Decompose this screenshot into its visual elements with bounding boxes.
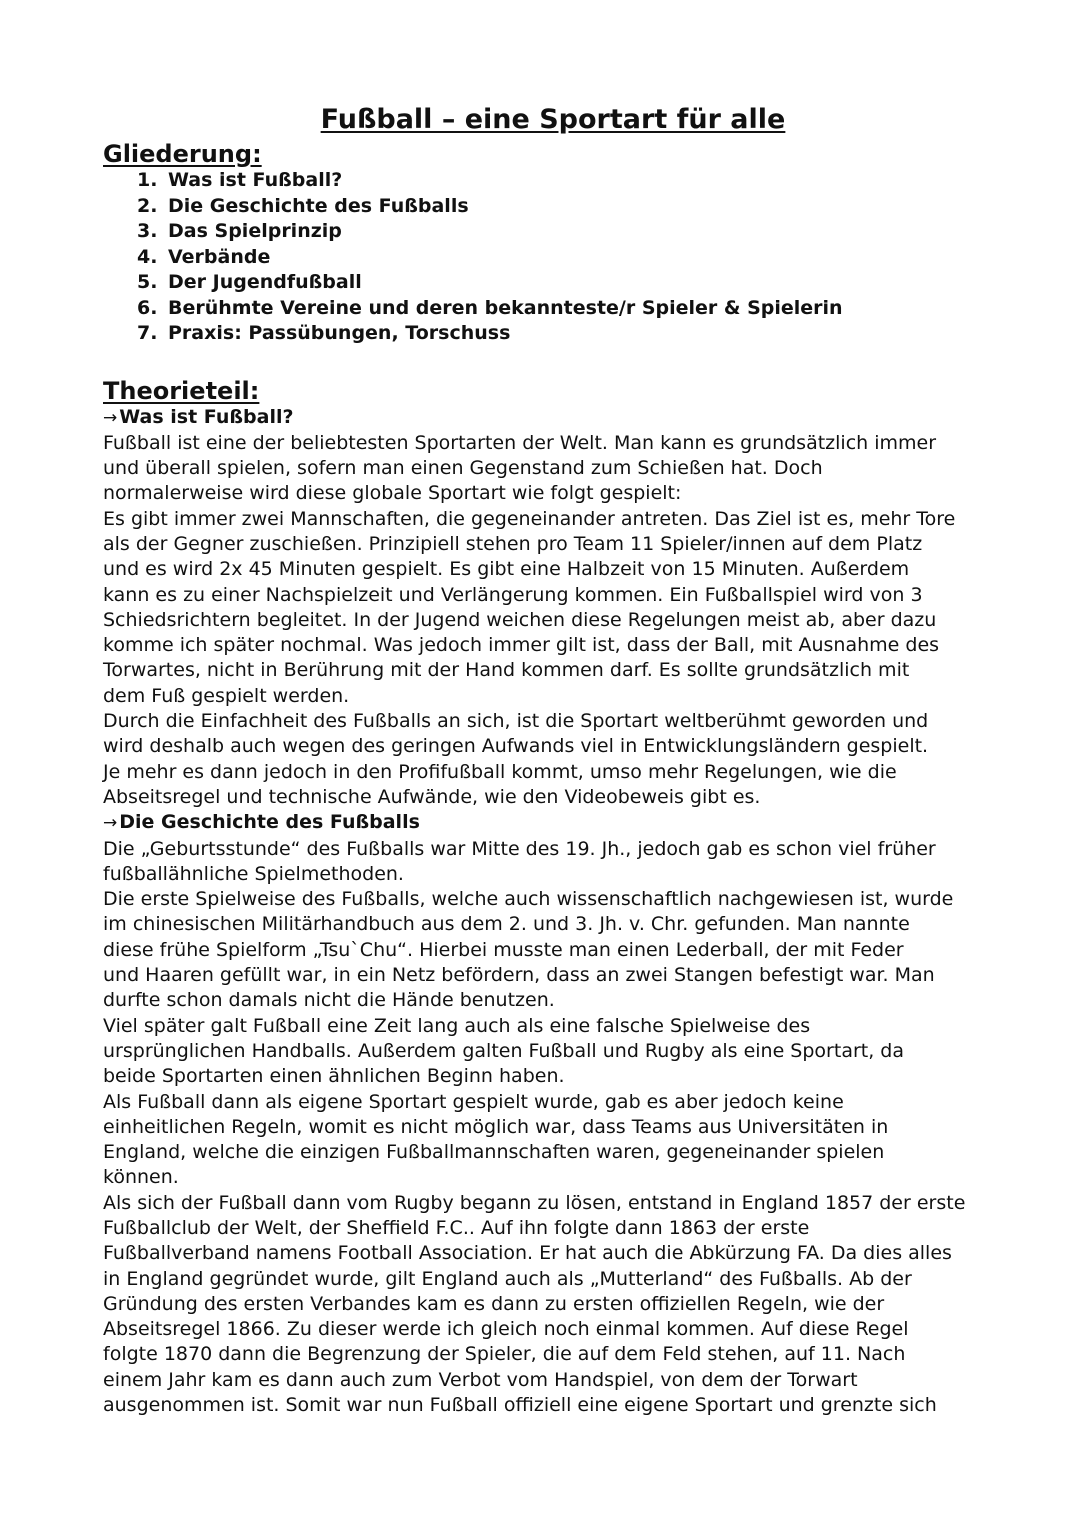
- outline-item: [137, 321, 1003, 347]
- paragraph: Viel später galt Fußball eine Zeit lang auch als eine falsche Spielweise des ursprünglichen Handballs. Außerdem galten Fußball und Rugby als eine Sportart, da beide Sportarten einen ähnlichen Beginn haben.: [103, 1014, 905, 1088]
- outline-item-text: Der Jugendfußball: [168, 271, 362, 293]
- outline-item: [137, 194, 1003, 220]
- outline-item: [137, 168, 1003, 194]
- outline-item: [137, 245, 1003, 271]
- outline-item-text: Berühmte Vereine und deren bekannteste/r Spieler & Spielerin: [168, 296, 843, 319]
- outline-item-text: Verbände: [168, 245, 271, 268]
- paragraph: Als Fußball dann als eigene Sportart gespielt wurde, gab es aber jedoch keine einheitlichen Regeln, womit es nicht möglich war, dass Teams aus Universitäten in England, welche die einzigen Fußballmannschaften waren, gegeneinander spielen können.: [103, 1090, 889, 1189]
- outline-item: [137, 296, 1003, 322]
- document-title: Fußball – eine Sportart für alle: [320, 104, 786, 135]
- outline-list: [103, 168, 1003, 347]
- outline-item-text: Das Spielprinzip: [168, 220, 342, 242]
- section-heading-what-is-football: [103, 405, 1003, 431]
- paragraph: Die erste Spielweise des Fußballs, welche auch wissenschaftlich nachgewiesen ist, wurde im chinesischen Militärhandbuch aus dem 2. und 3. Jh. v. Chr. gefunden. Man nannte diese frühe Spielform „Tsu`Chu“. Hierbei musste man einen Lederball, der mit Feder und Haaren gefüllt war, in ein Netz befördern, dass an zwei Stangen befestigt war. Man durfte schon damals nicht die Hände benutzen.: [103, 888, 954, 1012]
- outline-item-number: 2.: [137, 194, 158, 217]
- outline-item-number: 1.: [137, 169, 158, 191]
- section-heading-history: [103, 810, 1003, 836]
- paragraph: Durch die Einfachheit des Fußballs an sich, ist die Sportart weltberühmt geworden und wird deshalb auch wegen des geringen Aufwands viel in Entwicklungsländern gespielt. Je mehr es dann jedoch in den Profifußball kommt, umso mehr Regelungen, wie die Abseitsregel und technische Aufwände, wie den Videobeweis gibt es.: [103, 710, 929, 808]
- outline-item-text: Die Geschichte des Fußballs: [168, 194, 469, 217]
- outline-item-number: 5.: [137, 271, 158, 293]
- outline-item: [137, 270, 1003, 296]
- paragraph: Die „Geburtsstunde“ des Fußballs war Mitte des 19. Jh., jedoch gab es schon viel früher fußballähnliche Spielmethoden.: [103, 837, 936, 885]
- paragraph: Fußball ist eine der beliebtesten Sportarten der Welt. Man kann es grundsätzlich immer und überall spielen, sofern man einen Gegenstand zum Schießen hat. Doch normalerweise wird diese globale Sportart wie folgt gespielt:: [103, 431, 937, 505]
- outline-item-text: Praxis: Passübungen, Torschuss: [168, 322, 511, 344]
- arrow-right-icon: →: [103, 407, 118, 428]
- theory-heading: Theorieteil:: [103, 376, 260, 405]
- outline-item-number: 7.: [137, 322, 158, 344]
- outline-item-number: 3.: [137, 220, 158, 242]
- outline-item: [137, 219, 1003, 245]
- page-content: [103, 100, 1003, 1418]
- outline-heading: Gliederung:: [103, 140, 262, 168]
- outline-item-text: Was ist Fußball?: [168, 169, 343, 191]
- section-spacer: [103, 347, 1003, 377]
- paragraph: Als sich der Fußball dann vom Rugby begann zu lösen, entstand in England 1857 der erste Fußballclub der Welt, der Sheffield F.C.. Auf ihn folgte dann 1863 der erste Fußballverband namens Football Association. Er hat auch die Abkürzung FA. Da dies alles in England gegründet wurde, gilt England auch als „Mutterland“ des Fußballs. Ab der Gründung des ersten Verbandes kam es dann zu ersten offiziellen Regeln, wie der Abseitsregel 1866. Zu dieser werde ich gleich noch einmal kommen. Auf diese Regel folgte 1870 dann die Begrenzung der Spieler, die auf dem Feld stehen, auf 11. Nach einem Jahr kam es dann auch zum Verbot vom Handspiel, von dem der Torwart ausgenommen ist. Somit war nun Fußball offiziell eine eigene Sportart und grenzte sich: [103, 1191, 966, 1417]
- outline-item-number: 6.: [137, 296, 158, 319]
- section-heading-text: Die Geschichte des Fußballs: [119, 811, 420, 834]
- arrow-right-icon: →: [103, 813, 118, 834]
- section-heading-text: Was ist Fußball?: [119, 405, 294, 428]
- outline-item-number: 4.: [137, 245, 158, 268]
- paragraph: Es gibt immer zwei Mannschaften, die gegeneinander antreten. Das Ziel ist es, mehr Tore als der Gegner zuschießen. Prinzipiell stehen pro Team 11 Spieler/innen auf dem Platz und es wird 2x 45 Minuten gespielt. Es gibt eine Halbzeit von 15 Minuten. Außerdem kann es zu einer Nachspielzeit und Verlängerung kommen. Ein Fußballspiel wird von 3 Schiedsrichtern begleitet. In der Jugend weichen diese Regelungen meist ab, aber dazu komme ich später nochmal. Was jedoch immer gilt ist, dass der Ball, mit Ausnahme des Torwartes, nicht in Berührung mit der Hand kommen darf. Es sollte grundsätzlich mit dem Fuß gespielt werden.: [103, 507, 956, 707]
